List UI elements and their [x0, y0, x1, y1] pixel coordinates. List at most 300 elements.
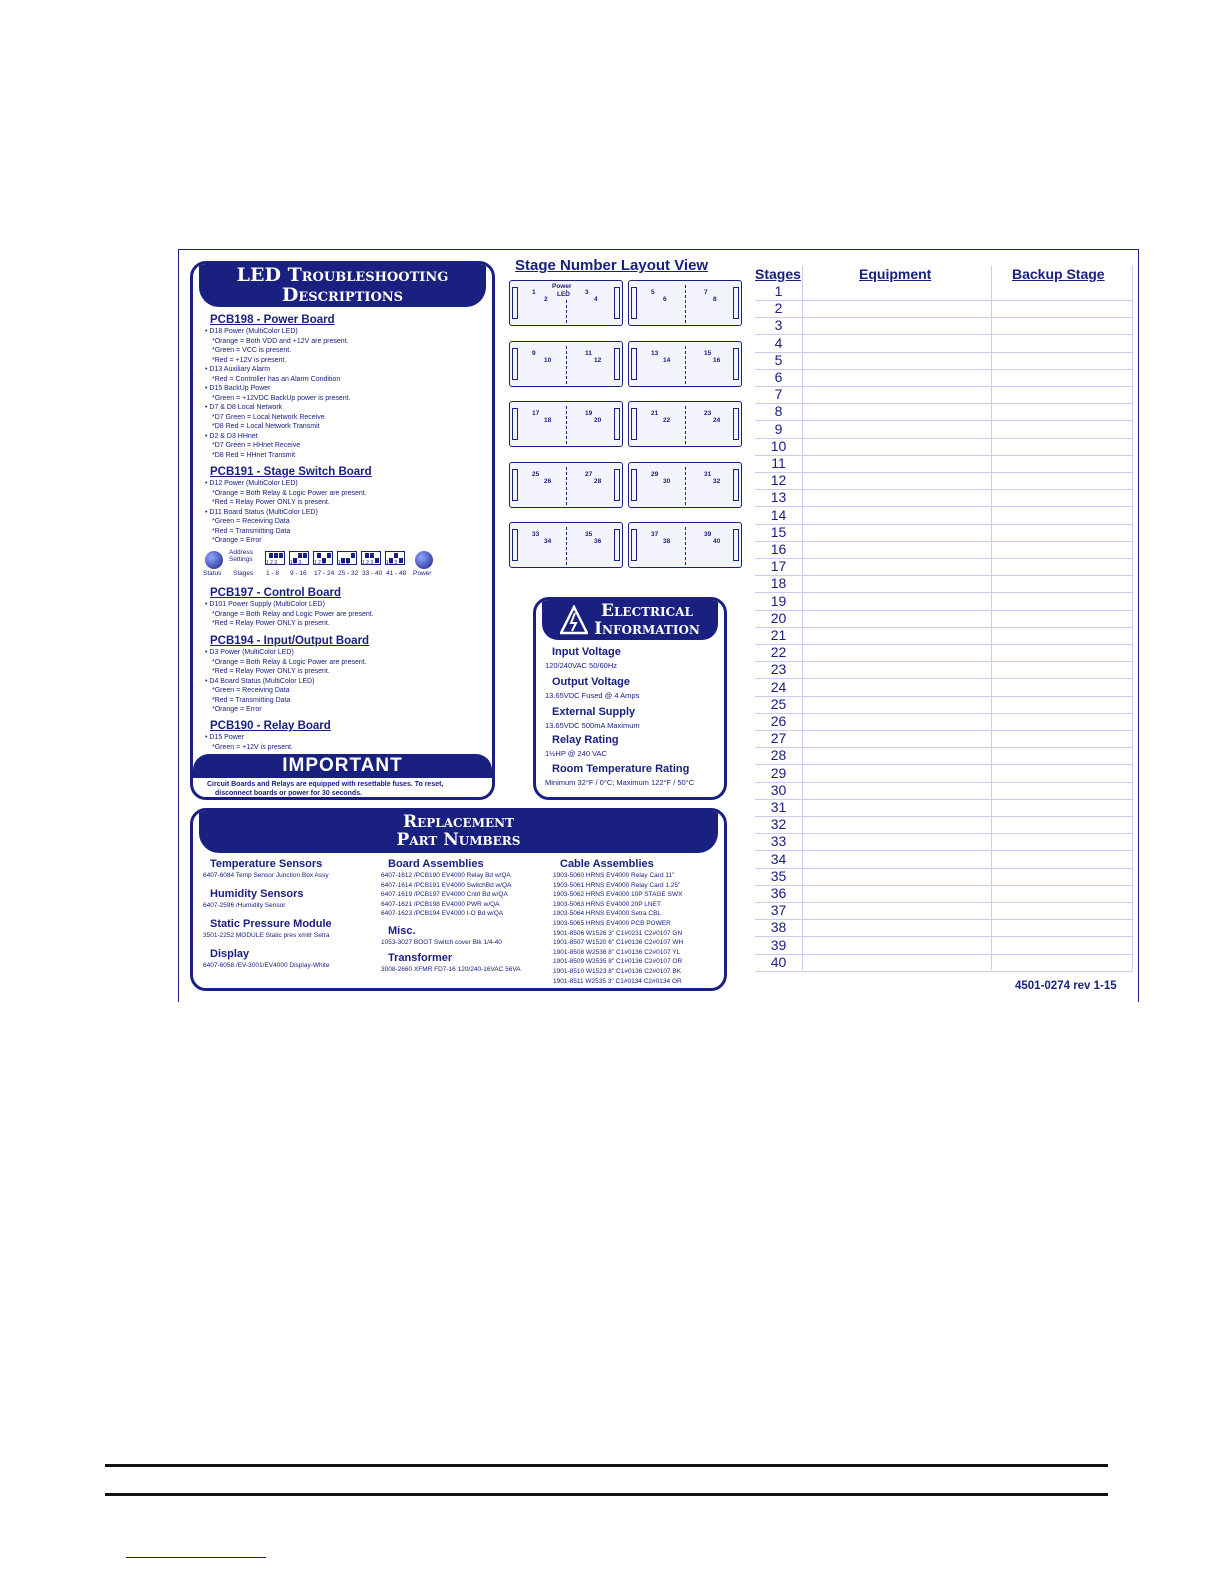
stage-number-cell: 23	[770, 661, 787, 678]
table-row	[755, 627, 1133, 645]
board-divider	[685, 406, 687, 444]
switch-toggle	[317, 553, 321, 558]
cables-item: 1903-5061 HRNS EV4000 Relay Card 1.25"	[553, 881, 681, 889]
board-divider	[685, 346, 687, 384]
stage-number-cell: 32	[770, 816, 787, 833]
stage-range: 9 - 16	[290, 570, 307, 577]
board-terminal-strip	[540, 567, 596, 576]
pcb194-line: *Red = Relay Power ONLY is present.	[212, 668, 330, 675]
stage-number: 21	[651, 410, 659, 417]
stage-number-cell: 21	[770, 627, 787, 643]
electrical-information-panel	[533, 597, 727, 800]
misc-heading: Misc.	[388, 925, 416, 937]
stage-number-cell: 31	[770, 799, 787, 815]
pcb191-line: *Orange = Both Relay & Logic Power are present.	[212, 489, 367, 497]
table-row	[755, 696, 1133, 714]
table-row	[755, 283, 1133, 301]
stage-number: 28	[594, 478, 602, 485]
boards-item: 6407-1621 /PCB198 EV4000 PWR w/QA	[381, 900, 500, 908]
board-terminal-strip	[659, 507, 715, 516]
pcb198-line: *D7 Green = Local Network Receive	[212, 413, 325, 421]
misc-item: 1053-3027 BOOT Switch cover Blk 1/4-40	[381, 939, 502, 946]
stage-number: 7	[704, 289, 708, 296]
stage-range: 25 - 32	[338, 570, 359, 577]
stages-label: Stages	[233, 570, 254, 577]
status-led-icon	[205, 551, 223, 569]
pcb198-line: *Green = VCC is present.	[212, 347, 292, 354]
stage-number: 40	[713, 538, 721, 545]
table-row	[755, 816, 1133, 834]
board-divider	[685, 527, 687, 565]
stage-number: 19	[585, 410, 593, 417]
boards-item: 6407-1614 /PCB191 EV4000 SwitchBd w/QA	[381, 881, 512, 889]
stage-number: 2	[544, 296, 548, 303]
board-connector	[614, 348, 620, 380]
pcb198-line: • D7 & D8 Local Network	[205, 404, 283, 411]
boards-heading: Board Assemblies	[388, 858, 484, 870]
stage-number: 10	[544, 357, 552, 364]
switch-toggle	[399, 558, 403, 563]
board-connector	[733, 469, 739, 501]
status-label: Status	[203, 570, 222, 577]
stage-board	[509, 401, 623, 447]
stage-number-cell: 36	[770, 885, 787, 901]
board-connector	[512, 287, 518, 319]
power-led-label: LED	[557, 291, 570, 298]
stage-range: 1 - 8	[266, 570, 280, 577]
stage-number-cell: 8	[774, 403, 783, 420]
stage-number: 36	[594, 538, 602, 545]
stage-number-cell: 25	[770, 695, 787, 712]
pcb198-line: *Red = Controller has an Alarm Condition	[212, 375, 341, 383]
stage-number-cell: 11	[771, 455, 786, 471]
switch-toggle	[394, 553, 398, 558]
replacement-parts-panel	[190, 808, 727, 991]
replacement-heading	[199, 811, 718, 853]
electrical-item-value: 13.65VDC 500mA Maximum	[545, 721, 640, 730]
table-row	[755, 421, 1133, 439]
stage-number: 13	[651, 350, 659, 357]
pcb194-title: PCB194 - Input/Output Board	[210, 635, 370, 647]
pcb198-line: *Green = +12VDC BackUp power is present.	[212, 394, 351, 402]
table-row	[755, 472, 1133, 490]
electrical-item-value: Minimum 32°F / 0°C; Maximum 122°F / 50°C	[545, 778, 695, 787]
table-row	[755, 369, 1133, 387]
table-row	[755, 317, 1133, 335]
stage-number: 23	[704, 410, 712, 417]
board-connector	[631, 408, 637, 440]
pcb191-title: PCB191 - Stage Switch Board	[210, 466, 372, 478]
electrical-item-heading: Relay Rating	[552, 734, 619, 746]
pcb194-line: *Red = Transmitting Data	[212, 696, 291, 704]
stage-number: 37	[651, 531, 659, 538]
cables-item: 1903-5062 HRNS EV4000 10P STAGE SWX	[553, 891, 683, 899]
table-row	[755, 765, 1133, 783]
boards-item: 6407-1623 /PCB194 EV4000 I-O Bd w/QA	[381, 910, 504, 918]
stage-number-cell: 5	[774, 351, 783, 368]
pcb198-line: • D15 BackUp Power	[205, 385, 271, 392]
switch-digits: 1 2 3	[386, 560, 398, 566]
stage-number-cell: 37	[770, 902, 787, 919]
cables-item: 1901-8506 W1526 3" C1#0231 C2#0107 GN	[553, 929, 683, 937]
table-row	[755, 455, 1133, 473]
stage-number-cell: 39	[770, 936, 787, 953]
temp_sensors-item: 6407-6084 Temp Sensor Junction Box Assy	[203, 872, 329, 879]
pcb198-title: PCB198 - Power Board	[210, 314, 335, 326]
table-row	[755, 558, 1133, 576]
stage-number-cell: 13	[770, 489, 787, 506]
stage-range: 33 - 40	[362, 570, 383, 577]
stage-number-cell: 14	[770, 506, 787, 523]
cables-item: 1903-5065 HRNS EV4000 PCB POWER	[553, 920, 671, 927]
stage-number: 1	[532, 289, 536, 296]
board-connector	[512, 529, 518, 561]
pcb197-line: *Orange = Both Relay and Logic Power are present.	[212, 610, 374, 618]
board-terminal-strip	[659, 567, 715, 576]
board-terminal-strip	[540, 386, 596, 395]
transformer-item: 3008-2660 XFMR FD7-16 120/240-16VAC 56VA	[381, 966, 521, 973]
cables-item: 1901-8507 W1520 6" C1#0136 C2#0107 WH	[553, 939, 684, 947]
table-row	[755, 851, 1133, 869]
col-stages-header: Stages	[755, 266, 801, 282]
address-label-line1: Address	[229, 549, 253, 556]
static-heading: Static Pressure Module	[210, 918, 332, 930]
stage-number-cell: 10	[770, 437, 787, 454]
boards-item: 6407-1612 /PCB190 EV4000 Relay Bd w/QA	[381, 872, 511, 879]
stage-range: 41 - 48	[386, 570, 407, 577]
cables-item: 1903-5060 HRNS EV4000 Relay Card 11"	[553, 872, 675, 879]
stage-number: 11	[585, 350, 592, 357]
power-led-icon	[415, 551, 433, 569]
electrical-title-line2: Information	[594, 619, 700, 639]
stage-number: 5	[651, 289, 655, 296]
stage-number-cell: 26	[770, 713, 787, 729]
stage-number: 15	[704, 350, 712, 357]
board-connector	[733, 529, 739, 561]
stage-number: 4	[594, 296, 598, 303]
stage-board	[628, 462, 742, 508]
table-row	[755, 438, 1133, 456]
board-connector	[631, 529, 637, 561]
switch-toggle	[327, 553, 331, 558]
board-terminal-strip	[659, 386, 715, 395]
address-label-line2: Settings	[229, 556, 253, 563]
table-row	[755, 352, 1133, 370]
transformer-heading: Transformer	[388, 952, 453, 964]
stage-number: 25	[532, 471, 540, 478]
board-divider	[566, 346, 568, 384]
stage-number-cell: 15	[770, 523, 787, 540]
stage-number: 18	[544, 417, 552, 424]
switch-toggle	[365, 553, 369, 558]
board-connector	[631, 348, 637, 380]
temp_sensors-heading: Temperature Sensors	[210, 858, 323, 870]
replacement-title-line2: Part Numbers	[396, 830, 521, 850]
switch-toggle	[370, 553, 374, 558]
stage-number-cell: 20	[770, 609, 787, 626]
footer-rule-top	[105, 1464, 1108, 1467]
pcb194-line: *Orange = Both Relay & Logic Power are present.	[212, 658, 367, 666]
stage-number: 6	[663, 296, 667, 303]
cables-item: 1903-5063 HRNS EV4000 20P LNET	[553, 900, 661, 908]
important-heading: IMPORTANT	[193, 754, 492, 778]
stage-number-cell: 1	[774, 283, 783, 299]
table-row	[755, 644, 1133, 662]
electrical-item-heading: Room Temperature Rating	[552, 763, 690, 775]
pcb198-line: • D2 & D3 HHnet	[205, 432, 258, 440]
table-row	[755, 937, 1133, 955]
pcb198-line: *D7 Green = HHnet Receive	[212, 442, 301, 449]
table-row	[755, 524, 1133, 542]
humidity-item: 6407-2596 /Humidity Sensor	[203, 902, 286, 909]
switch-toggle	[303, 553, 307, 558]
humidity-heading: Humidity Sensors	[210, 888, 304, 900]
stage-board	[628, 341, 742, 387]
switch-toggle	[298, 553, 302, 558]
table-row	[755, 489, 1133, 507]
power-led-label: Power	[552, 283, 572, 290]
board-connector	[733, 408, 739, 440]
electrical-item-value: 120/240VAC 50/60Hz	[545, 661, 617, 670]
cables-item: 1901-8508 W2536 8" C1#0136 C2#0107 YL	[553, 948, 681, 956]
board-connector	[631, 287, 637, 319]
board-connector	[614, 287, 620, 319]
switch-toggle	[279, 553, 283, 558]
pcb191-line: • D11 Board Status (MultiColor LED)	[205, 508, 318, 516]
table-row	[755, 885, 1133, 903]
pcb198-line: *D8 Red = Local Network Transmit	[212, 423, 320, 430]
board-divider	[566, 467, 568, 505]
stage-number-cell: 34	[770, 850, 787, 867]
table-row	[755, 954, 1133, 972]
stage-number: 9	[532, 350, 536, 357]
table-row	[755, 386, 1133, 404]
switch-digits: 1 2 3	[314, 560, 326, 566]
pcb190-line: • D15 Power	[205, 734, 245, 741]
pcb191-line: *Red = Relay Power ONLY is present.	[212, 499, 330, 506]
cables-item: 1901-8511 W2535 3" C1#0134 C2#0134 OR	[553, 977, 682, 985]
cables-item: 1901-8510 W1523 8" C1#0136 C2#0107 BK	[553, 968, 682, 975]
pcb198-line: • D18 Power (MultiColor LED)	[205, 328, 298, 335]
electrical-item-value: 1½HP @ 240 VAC	[545, 749, 607, 758]
board-connector	[733, 287, 739, 319]
stage-number-cell: 19	[770, 592, 787, 609]
footer-link-line	[126, 1557, 266, 1558]
stage-number: 38	[663, 538, 671, 545]
stage-number-cell: 7	[774, 386, 783, 403]
stage-number-cell: 35	[770, 867, 787, 884]
table-row	[755, 541, 1133, 559]
board-connector	[631, 469, 637, 501]
stage-number-cell: 18	[770, 575, 787, 592]
table-row	[755, 833, 1133, 851]
switch-toggle	[274, 553, 278, 558]
pcb194-line: • D4 Board Status (MultiColor LED)	[205, 677, 315, 685]
display-heading: Display	[210, 948, 250, 960]
stage-number-cell: 4	[774, 334, 783, 351]
stage-number: 20	[594, 417, 602, 424]
stage-number: 35	[585, 531, 593, 538]
stage-board	[509, 341, 623, 387]
stage-number-cell: 29	[770, 764, 787, 781]
warning-icon	[560, 605, 588, 635]
board-divider	[685, 467, 687, 505]
stage-number: 16	[713, 357, 721, 364]
stage-number: 14	[663, 357, 671, 364]
electrical-item-heading: Input Voltage	[552, 646, 621, 658]
stage-number: 33	[532, 531, 540, 538]
important-text-line2: disconnect boards or power for 30 seconds.	[215, 790, 363, 797]
pcb198-line: • D13 Auxiliary Alarm	[205, 366, 271, 373]
pcb190-title: PCB190 - Relay Board	[210, 720, 331, 732]
switch-digits: 1 2 3	[362, 560, 374, 566]
stage-number: 24	[713, 417, 721, 424]
electrical-item-value: 13.65VDC Fused @ 4 Amps	[545, 691, 640, 700]
stage-layout-title: Stage Number Layout View	[515, 257, 709, 274]
stage-board	[628, 280, 742, 326]
board-terminal-strip	[659, 446, 715, 455]
stage-number: 12	[594, 357, 602, 364]
table-row	[755, 782, 1133, 800]
switch-toggle	[375, 558, 379, 563]
stage-number: 39	[704, 531, 712, 538]
switch-digits: 1 2 3	[290, 560, 302, 566]
pcb190-line: *Green = +12V is present.	[212, 743, 293, 751]
led-title-line1: LED Troubleshooting	[236, 264, 449, 286]
board-connector	[512, 408, 518, 440]
display-item: 6407-6058 /EV-3001/EV4000 Display-White	[203, 962, 330, 969]
pcb198-line: *Orange = Both VDD and +12V are present.	[212, 337, 349, 345]
pcb197-line: • D101 Power Supply (MultiColor LED)	[205, 601, 325, 608]
stage-number: 3	[585, 289, 589, 296]
led-title-line2: Descriptions	[281, 284, 404, 306]
stage-number: 30	[663, 478, 671, 485]
boards-item: 6407-1619 /PCB197 EV4000 Cntrl Bd w/QA	[381, 891, 508, 899]
cables-heading: Cable Assemblies	[560, 858, 654, 870]
table-row	[755, 730, 1133, 748]
electrical-title-line1: Electrical	[601, 601, 693, 621]
pcb194-line: *Green = Receiving Data	[212, 687, 290, 694]
board-divider	[566, 406, 568, 444]
board-terminal-strip	[540, 325, 596, 334]
cables-item: 1903-5064 HRNS EV4000 Setra CBL	[553, 910, 662, 918]
board-connector	[733, 348, 739, 380]
stage-board	[509, 522, 623, 568]
pcb191-line: *Red = Transmitting Data	[212, 527, 291, 535]
power-label: Power	[413, 570, 432, 577]
pcb194-line: • D3 Power (MultiColor LED)	[205, 649, 294, 656]
stage-number: 8	[713, 296, 717, 303]
stage-number-cell: 9	[774, 420, 783, 437]
led-panel-heading	[199, 264, 486, 307]
stage-number: 32	[713, 478, 721, 485]
electrical-item-heading: External Supply	[552, 706, 636, 718]
stage-number-cell: 33	[770, 833, 787, 850]
electrical-heading	[542, 600, 718, 640]
stage-number: 29	[651, 471, 659, 478]
stage-number-cell: 2	[774, 300, 783, 317]
electrical-item-heading: Output Voltage	[552, 676, 631, 688]
board-connector	[614, 469, 620, 501]
stage-number-cell: 40	[770, 953, 787, 970]
stage-number-cell: 16	[770, 541, 787, 557]
switch-toggle	[269, 553, 273, 558]
table-row	[755, 335, 1133, 353]
table-row	[755, 593, 1133, 611]
table-row	[755, 610, 1133, 628]
table-row	[755, 507, 1133, 525]
pcb198-line: *D8 Red = HHnet Transmit	[212, 451, 296, 459]
stage-number-cell: 3	[774, 317, 783, 334]
led-troubleshooting-panel	[190, 261, 495, 800]
important-text-line1: Circuit Boards and Relays are equipped with resettable fuses. To reset,	[207, 781, 444, 788]
stage-number: 34	[544, 538, 552, 545]
stage-number: 26	[544, 478, 552, 485]
table-row	[755, 919, 1133, 937]
board-terminal-strip	[540, 507, 596, 516]
table-row	[755, 403, 1133, 421]
switch-toggle	[351, 553, 355, 558]
pcb197-title: PCB197 - Control Board	[210, 587, 341, 599]
cables-item: 1901-8509 W2535 8" C1#0136 C2#0107 OR	[553, 958, 683, 966]
stage-range: 17 - 24	[314, 570, 335, 577]
col-equipment-header: Equipment	[859, 266, 932, 282]
switch-digits: 1 2 3	[338, 560, 350, 566]
table-row	[755, 713, 1133, 731]
switch-digits: 1 2 3	[266, 560, 278, 566]
stage-number-cell: 27	[770, 730, 787, 747]
stage-number-cell: 30	[770, 781, 787, 798]
footer-rule-bottom	[105, 1493, 1108, 1496]
stage-board	[628, 522, 742, 568]
stage-number-cell: 28	[770, 747, 787, 764]
table-row	[755, 679, 1133, 697]
pcb191-line: *Orange = Error	[212, 537, 262, 544]
stage-number-cell: 6	[774, 369, 783, 385]
document-number: 4501-0274 rev 1-15	[1015, 980, 1117, 992]
stage-board	[509, 280, 623, 326]
pcb191-line: *Green = Receiving Data	[212, 518, 290, 525]
table-row	[755, 300, 1133, 318]
stage-number: 31	[704, 471, 712, 478]
table-row	[755, 799, 1133, 817]
stage-number-cell: 12	[770, 472, 787, 489]
replacement-title-line1: Replacement	[402, 812, 515, 832]
table-row	[755, 747, 1133, 765]
col-backup-header: Backup Stage	[1012, 266, 1105, 282]
stage-number-cell: 24	[770, 678, 787, 695]
board-connector	[512, 348, 518, 380]
stage-number: 22	[663, 417, 671, 424]
board-divider	[685, 285, 687, 323]
stage-board	[628, 401, 742, 447]
board-terminal-strip	[540, 446, 596, 455]
table-row	[755, 902, 1133, 920]
static-item: 3501-2252 MODULE Static pres xmitr Setra	[203, 932, 330, 939]
board-terminal-strip	[659, 325, 715, 334]
board-connector	[614, 529, 620, 561]
pcb198-line: *Red = +12V is present.	[212, 356, 287, 364]
stage-number: 27	[585, 471, 593, 478]
table-row	[755, 575, 1133, 593]
pcb197-line: *Red = Relay Power ONLY is present.	[212, 620, 330, 627]
stage-number: 17	[532, 410, 540, 417]
pcb194-line: *Orange = Error	[212, 706, 262, 713]
board-connector	[512, 469, 518, 501]
board-connector	[614, 408, 620, 440]
stage-board	[509, 462, 623, 508]
pcb191-line: • D12 Power (MultiColor LED)	[205, 480, 298, 487]
